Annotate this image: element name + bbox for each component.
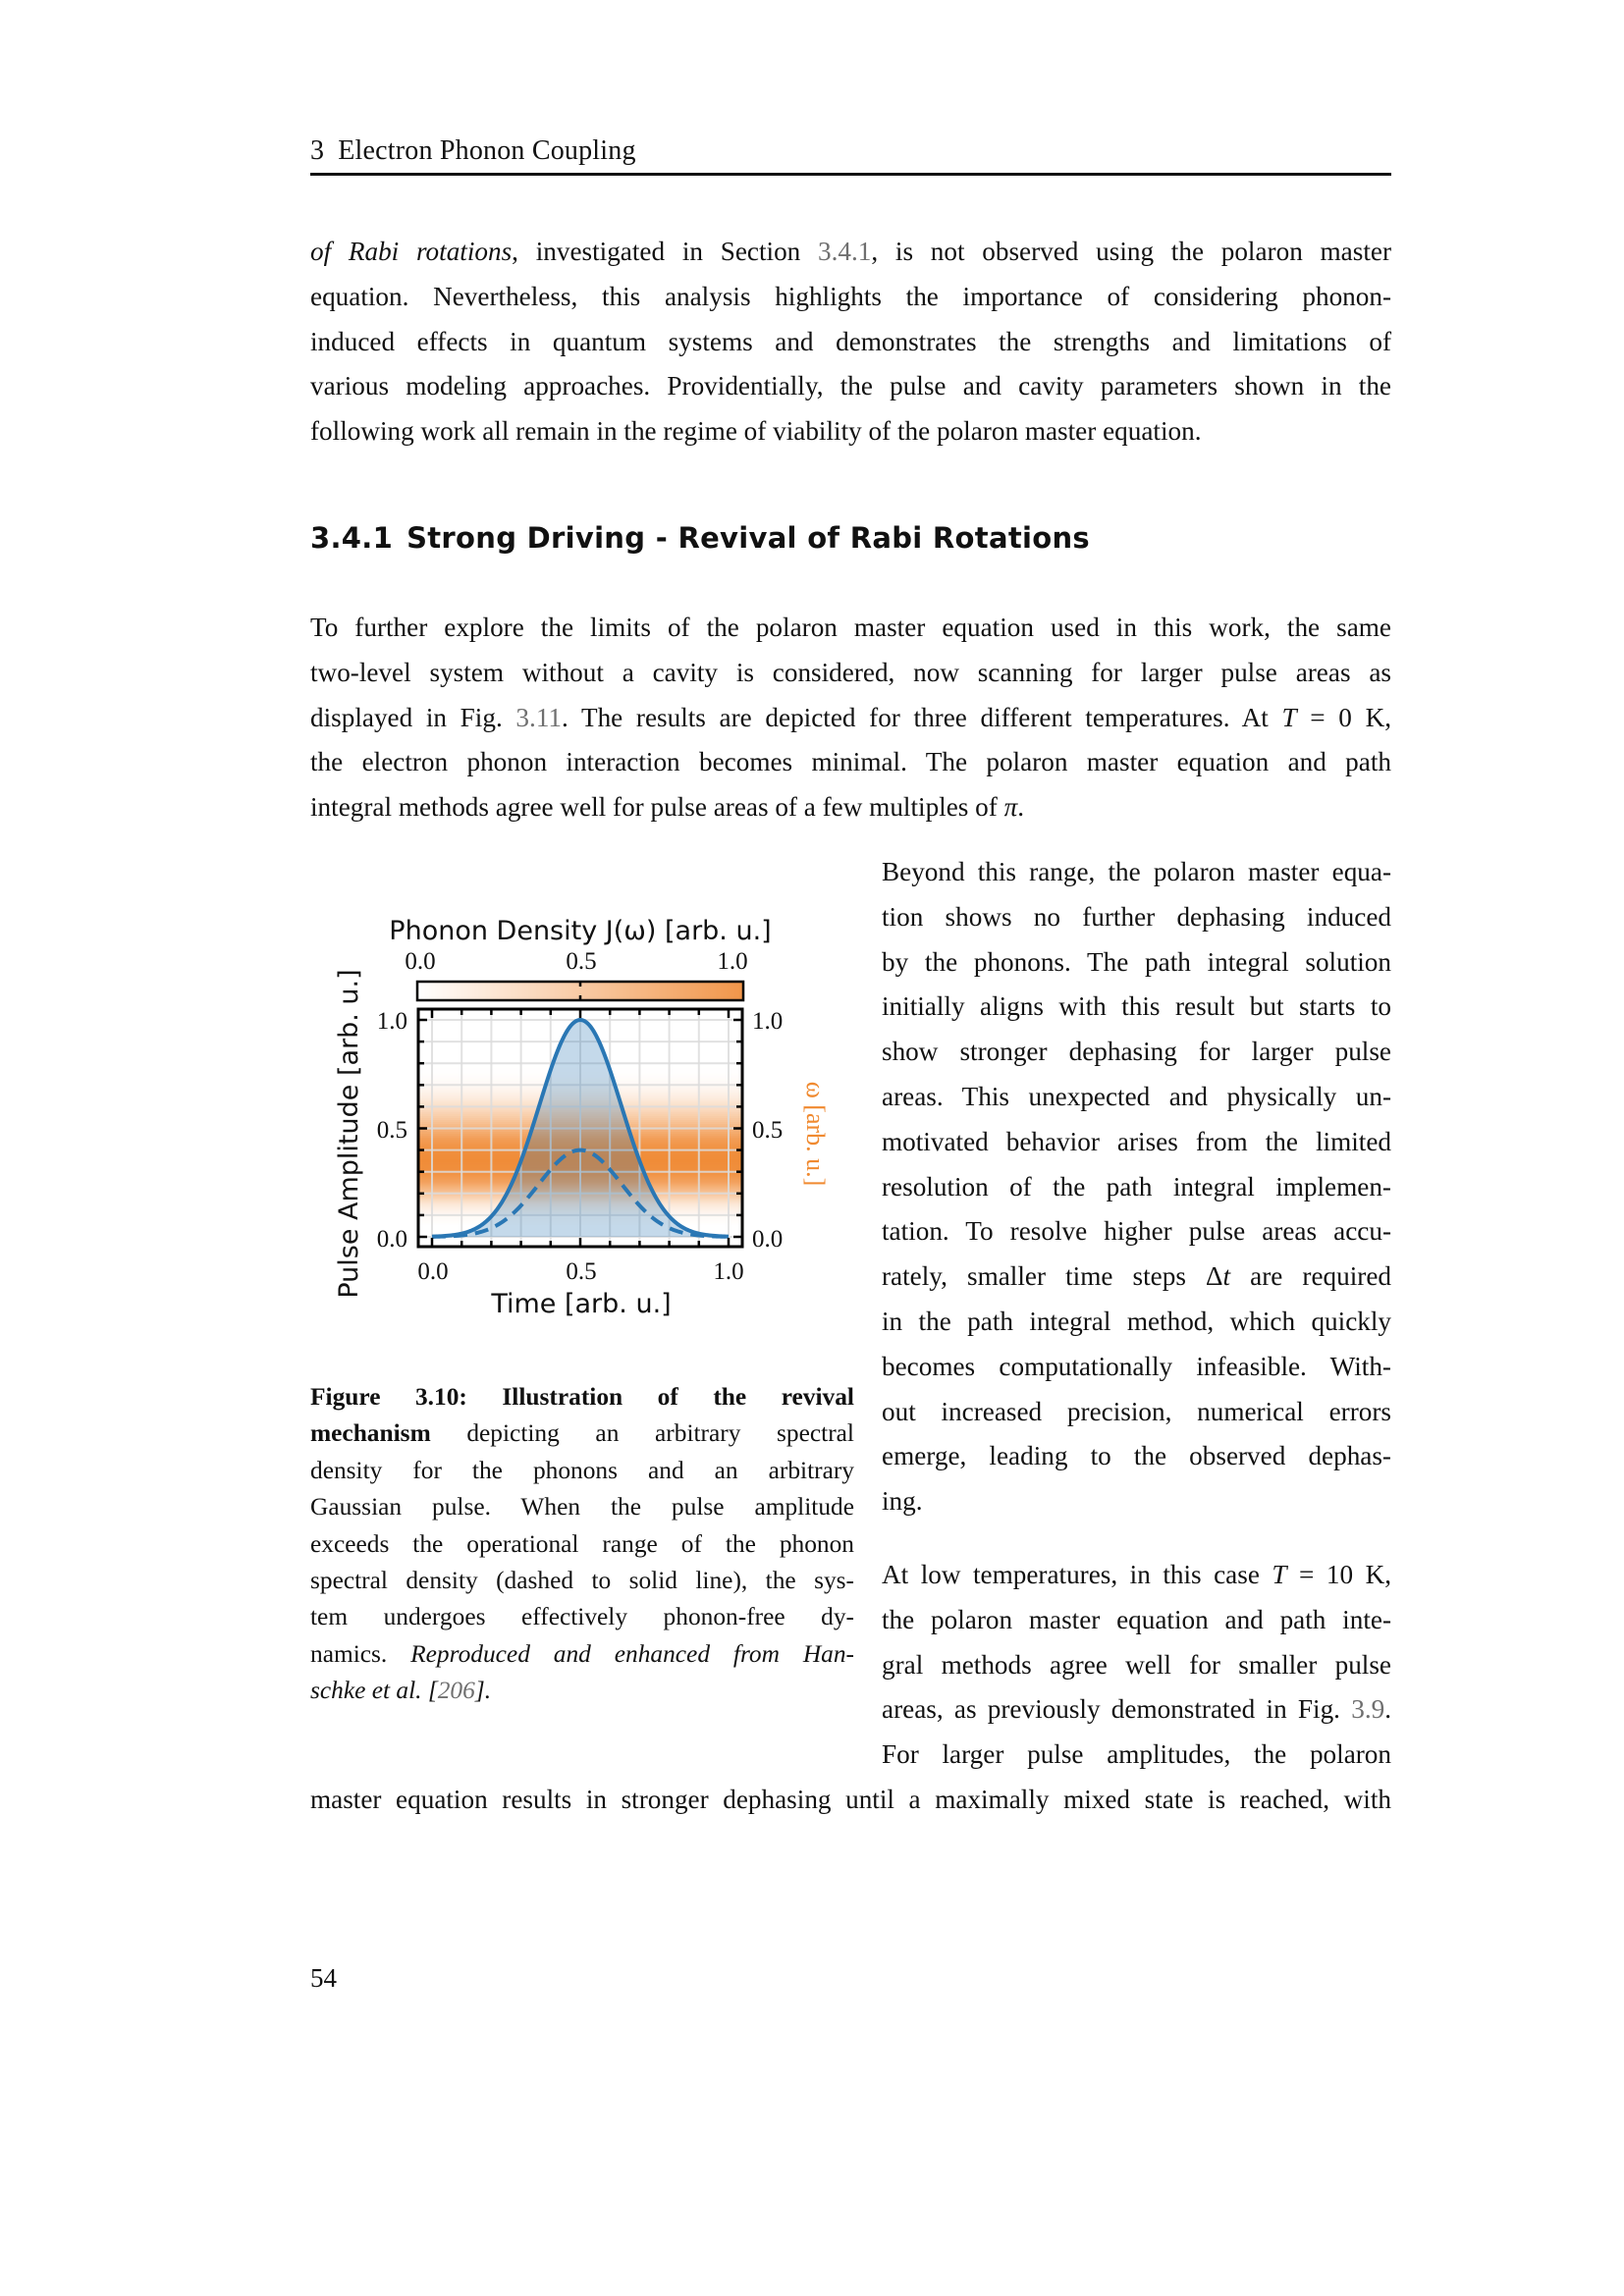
text-span: . bbox=[1017, 792, 1025, 823]
citation-link[interactable]: 206 bbox=[437, 1677, 475, 1705]
text-line: motivated behavior arises from the limited bbox=[882, 1126, 1391, 1156]
colorbar-tick-label: 0.0 bbox=[405, 948, 436, 975]
math-symbol: T bbox=[1281, 702, 1297, 732]
text-line: gral methods agree well for smaller pulse bbox=[882, 1649, 1391, 1680]
text-line: ing. bbox=[882, 1486, 923, 1517]
x-axis-label: Time [arb. u.] bbox=[491, 1289, 672, 1319]
text-line bbox=[310, 230, 1391, 275]
caption-line: exceeds the operational range of the phonon bbox=[310, 1529, 854, 1558]
text-line: For larger pulse amplitudes, the polaron bbox=[882, 1739, 1391, 1770]
x-tick-label: 1.0 bbox=[713, 1258, 744, 1285]
y2-axis-label: ω [arb. u.] bbox=[801, 1081, 830, 1187]
figure-link[interactable]: 3.9 bbox=[1351, 1694, 1385, 1725]
text-line: initially aligns with this result but starts to bbox=[882, 991, 1391, 1022]
chart-svg bbox=[310, 888, 864, 1320]
text-line: the polaron master equation and path inte- bbox=[882, 1604, 1391, 1634]
text-span: are required bbox=[1230, 1261, 1392, 1292]
text-line: in the path integral method, which quickly bbox=[882, 1306, 1391, 1336]
text-span: At low temperatures, in this case bbox=[882, 1560, 1272, 1589]
italic-phrase: ]. bbox=[474, 1677, 492, 1705]
text-line: various modeling approaches. Providentially, the pulse and cavity parameters shown in the bbox=[310, 371, 1391, 401]
continuation-paragraph bbox=[310, 1778, 1391, 1823]
paragraph-2 bbox=[310, 606, 1391, 830]
colorbar-tick-label: 1.0 bbox=[717, 948, 748, 975]
y-tick-label: 0.0 bbox=[376, 1226, 407, 1253]
running-header bbox=[310, 135, 636, 167]
italic-phrase: of Rabi rotations bbox=[310, 237, 513, 266]
section-link[interactable]: 3.4.1 bbox=[818, 237, 872, 266]
caption-line: Gaussian pulse. When the pulse amplitude bbox=[310, 1493, 854, 1522]
text-span: . bbox=[1384, 1694, 1391, 1725]
text-span: . The results are depicted for three different temperatures. At bbox=[562, 702, 1282, 732]
figure-link[interactable]: 3.11 bbox=[515, 702, 562, 732]
text-line bbox=[310, 785, 1391, 830]
text-span: rately, smaller time steps Δ bbox=[882, 1261, 1223, 1292]
text-span: = 10 K, bbox=[1286, 1560, 1391, 1589]
italic-phrase: Reproduced and enhanced from Han- bbox=[410, 1639, 854, 1668]
text-line: resolution of the path integral implemen- bbox=[882, 1171, 1391, 1201]
text-span: , investigated in Section bbox=[512, 237, 818, 266]
right-column-paragraph-2 bbox=[882, 1553, 1391, 1778]
text-line bbox=[882, 1687, 1391, 1733]
y2-tick-label: 1.0 bbox=[752, 1008, 784, 1035]
chapter-number: 3 bbox=[310, 135, 325, 166]
caption-line: density for the phonons and an arbitrary bbox=[310, 1456, 854, 1484]
caption-line bbox=[310, 1673, 854, 1709]
text-line bbox=[882, 1255, 1391, 1300]
text-span: = 0 K, bbox=[1296, 702, 1391, 732]
header-rule bbox=[310, 173, 1391, 176]
text-line: out increased precision, numerical errors bbox=[882, 1396, 1391, 1426]
x-tick-label: 0.5 bbox=[566, 1258, 597, 1285]
text-line: emerge, leading to the observed dephas- bbox=[882, 1441, 1391, 1471]
text-line: tation. To resolve higher pulse areas accu- bbox=[882, 1216, 1391, 1247]
math-symbol: π bbox=[1003, 792, 1018, 823]
text-line bbox=[310, 696, 1391, 741]
text-line: To further explore the limits of the polaron master equation used in this work, the same bbox=[310, 613, 1391, 642]
text-span: namics. bbox=[310, 1639, 411, 1668]
math-symbol: T bbox=[1272, 1560, 1287, 1589]
colorbar-title: Phonon Density J(ω) [arb. u.] bbox=[389, 916, 772, 946]
text-line: show stronger dephasing for larger pulse bbox=[882, 1037, 1391, 1067]
text-span: integral methods agree well for pulse areas of a few multiples of bbox=[310, 792, 1004, 823]
text-line: equation. Nevertheless, this analysis highlights the importance of considering phonon- bbox=[310, 281, 1391, 311]
text-line: two-level system without a cavity is considered, now scanning for larger pulse areas as bbox=[310, 657, 1391, 687]
text-line: following work all remain in the regime of viability of the polaron master equation. bbox=[310, 416, 1202, 447]
y2-tick-label: 0.0 bbox=[752, 1226, 784, 1253]
caption-line bbox=[310, 1415, 854, 1452]
math-symbol: t bbox=[1222, 1261, 1231, 1292]
chapter-title: Electron Phonon Coupling bbox=[338, 135, 636, 166]
y-axis-label: Pulse Amplitude [arb. u.] bbox=[334, 969, 364, 1299]
caption-line bbox=[310, 1379, 854, 1415]
x-tick-label: 0.0 bbox=[417, 1258, 449, 1285]
figure-3-10 bbox=[310, 888, 864, 1320]
y-tick-label: 0.5 bbox=[376, 1117, 407, 1144]
section-heading bbox=[310, 521, 1090, 555]
text-span: areas, as previously demonstrated in Fig. bbox=[882, 1694, 1352, 1725]
text-line: areas. This unexpected and physically un- bbox=[882, 1081, 1391, 1111]
text-line: induced effects in quantum systems and demonstrates the strengths and limitations of bbox=[310, 326, 1391, 356]
caption-line: tem undergoes effectively phonon-free dy- bbox=[310, 1603, 854, 1631]
text-span: displayed in Fig. bbox=[310, 702, 516, 732]
text-line bbox=[882, 1553, 1391, 1598]
text-line: Beyond this range, the polaron master equa- bbox=[882, 857, 1391, 886]
figure-caption bbox=[310, 1379, 854, 1710]
colorbar-tick-label: 0.5 bbox=[566, 948, 597, 975]
intro-paragraph bbox=[310, 230, 1391, 454]
text-span: , is not observed using the polaron master bbox=[871, 237, 1392, 266]
text-line: by the phonons. The path integral solution bbox=[882, 946, 1391, 977]
italic-phrase: schke et al. [ bbox=[310, 1677, 438, 1705]
caption-line bbox=[310, 1636, 854, 1673]
text-span: depicting an arbitrary spectral bbox=[430, 1419, 854, 1448]
text-line: becomes computationally infeasible. With- bbox=[882, 1351, 1391, 1381]
right-column-paragraph-1 bbox=[882, 850, 1391, 1524]
caption-title: mechanism bbox=[310, 1419, 431, 1448]
caption-line: spectral density (dashed to solid line), the sys- bbox=[310, 1566, 854, 1594]
y-tick-label: 1.0 bbox=[376, 1008, 407, 1035]
section-title: Strong Driving - Revival of Rabi Rotations bbox=[406, 521, 1090, 555]
text-line: tion shows no further dephasing induced bbox=[882, 901, 1391, 932]
text-line: the electron phonon interaction becomes minimal. The polaron master equation and path bbox=[310, 747, 1391, 777]
page-number: 54 bbox=[310, 1963, 337, 1993]
section-number: 3.4.1 bbox=[310, 521, 394, 555]
text-line: master equation results in stronger dephasing until a maximally mixed state is reached, with bbox=[310, 1785, 1391, 1814]
y2-tick-label: 0.5 bbox=[752, 1117, 784, 1144]
caption-title: Figure 3.10: Illustration of the revival bbox=[310, 1383, 854, 1411]
